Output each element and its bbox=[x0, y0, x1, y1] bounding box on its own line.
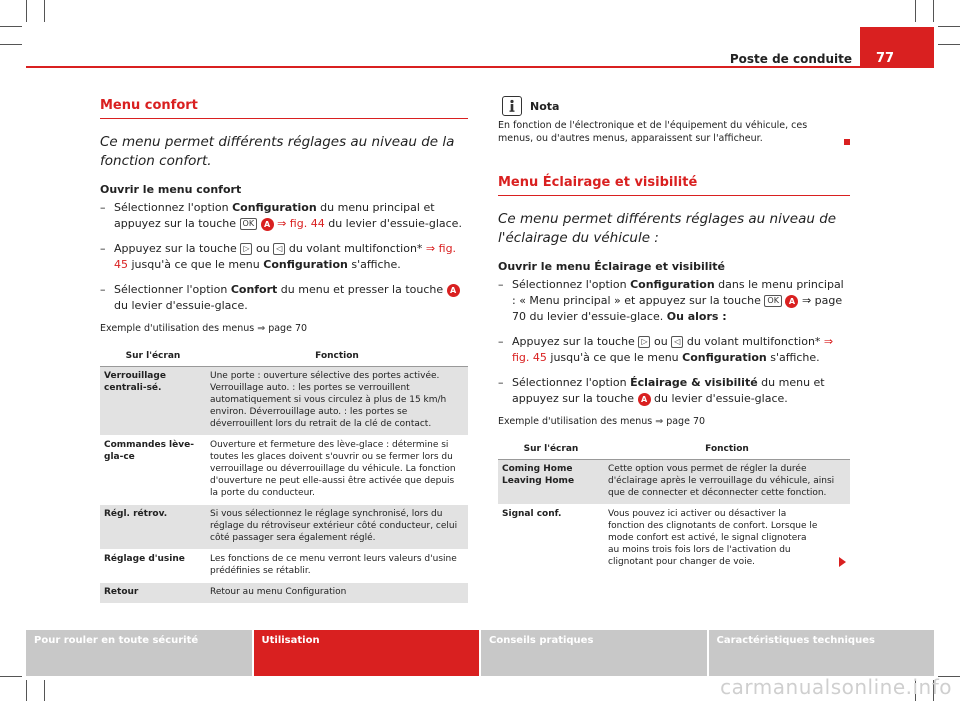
crop-mark bbox=[0, 676, 22, 677]
page-number: 77 bbox=[876, 51, 895, 66]
menu-table-eclairage bbox=[498, 439, 850, 574]
section-lead: Ce menu permet différents réglages au niveau de l'éclairage du véhicule : bbox=[498, 211, 837, 246]
header-rule bbox=[26, 66, 934, 68]
button-a-icon: A bbox=[638, 393, 651, 406]
step-bold: Configuration bbox=[263, 258, 348, 271]
step-text: du menu principal et appuyez sur la touche bbox=[114, 201, 435, 230]
subheading: Ouvrir le menu confort bbox=[100, 183, 242, 196]
table-desc: Retour au menu Configuration bbox=[206, 583, 468, 604]
step-text: du volant multifonction* bbox=[683, 335, 824, 348]
nota-text bbox=[498, 119, 850, 145]
crop-mark bbox=[938, 26, 960, 27]
end-square-icon bbox=[844, 139, 850, 145]
step-text: Sélectionnez l'option bbox=[114, 201, 233, 214]
subheading: Ouvrir le menu Éclairage et visibilité bbox=[498, 260, 725, 273]
left-arrow-key-icon: ◁ bbox=[671, 336, 683, 348]
section-title-eclairage: Menu Éclairage et visibilité bbox=[498, 175, 850, 196]
step-text: ou bbox=[650, 335, 672, 348]
column-header: Sur l'écran bbox=[100, 346, 206, 367]
step-text: jusqu'à ce que le menu bbox=[546, 351, 683, 364]
figure-link[interactable]: ⇒ fig. 45 bbox=[512, 335, 834, 364]
table-row bbox=[100, 550, 468, 583]
step-text: Sélectionner l'option bbox=[114, 283, 231, 296]
left-arrow-key-icon: ◁ bbox=[273, 243, 285, 255]
step-text: Appuyez sur la touche bbox=[114, 242, 241, 255]
table-row bbox=[100, 436, 468, 505]
table-row bbox=[498, 505, 850, 574]
column-header: Fonction bbox=[206, 346, 468, 367]
tab-securite[interactable]: Pour rouler en toute sécurité bbox=[26, 630, 252, 676]
dash-bullet: – bbox=[100, 242, 106, 255]
example-reference: Exemple d'utilisation des menus ⇒ page 70 bbox=[100, 323, 308, 334]
table-term: Commandes lève-gla-ce bbox=[100, 436, 206, 505]
step-text: dans le menu principal : « Menu principal » et appuyez sur la touche bbox=[512, 278, 844, 307]
nota-label: Nota bbox=[530, 99, 560, 113]
step-bold: Configuration bbox=[232, 201, 317, 214]
right-column bbox=[498, 96, 850, 574]
ok-key-icon: OK bbox=[764, 295, 782, 307]
crop-mark bbox=[933, 0, 934, 22]
table-desc: Cette option vous permet de régler la durée d'éclairage après le verrouillage du véhicule, ainsi que de connecter et déconnecter cette fonction. bbox=[604, 460, 850, 505]
nota-header bbox=[498, 96, 850, 116]
step-text: du menu et presser la touche bbox=[277, 283, 447, 296]
step-text: ou bbox=[252, 242, 274, 255]
crop-mark bbox=[938, 44, 960, 45]
table-term: Réglage d'usine bbox=[100, 550, 206, 583]
figure-link[interactable]: ⇒ fig. 44 bbox=[277, 217, 325, 230]
table-row bbox=[100, 583, 468, 604]
step-item bbox=[498, 277, 850, 325]
dash-bullet: – bbox=[100, 283, 106, 296]
step-text: du menu et appuyez sur la touche bbox=[512, 376, 825, 405]
left-column bbox=[100, 98, 468, 604]
right-arrow-key-icon: ▷ bbox=[638, 336, 650, 348]
ok-key-icon: OK bbox=[240, 218, 258, 230]
step-bold: Confort bbox=[230, 283, 278, 296]
step-bold: Éclairage & visibilité bbox=[630, 376, 758, 389]
step-text: du levier d'essuie-glace. bbox=[526, 310, 667, 323]
step-bold: Configuration bbox=[630, 278, 715, 291]
button-a-icon: A bbox=[447, 284, 460, 297]
step-text: Sélectionnez l'option bbox=[512, 278, 631, 291]
table-row bbox=[498, 460, 850, 505]
step-text: jusqu'à ce que le menu bbox=[128, 258, 264, 271]
column-header: Sur l'écran bbox=[498, 439, 604, 460]
tab-conseils[interactable]: Conseils pratiques bbox=[481, 630, 707, 676]
step-text: Appuyez sur la touche bbox=[512, 335, 639, 348]
button-a-icon: A bbox=[261, 218, 274, 231]
table-term: Retour bbox=[100, 583, 206, 604]
table-term: Régl. rétrov. bbox=[100, 505, 206, 550]
dash-bullet: – bbox=[498, 376, 504, 389]
step-text: du volant multifonction* bbox=[285, 242, 426, 255]
table-desc: Si vous sélectionnez le réglage synchronisé, lors du réglage du rétroviseur extérieur côté conducteur, celui côté passager sera également réglé. bbox=[206, 505, 468, 550]
footer-tabs bbox=[26, 630, 934, 676]
table-term: Signal conf. bbox=[498, 505, 604, 574]
right-arrow-key-icon: ▷ bbox=[240, 243, 252, 255]
step-item bbox=[498, 334, 850, 366]
crop-mark bbox=[915, 0, 916, 22]
crop-mark bbox=[26, 680, 27, 701]
column-header: Fonction bbox=[604, 439, 850, 460]
step-item bbox=[498, 375, 850, 407]
step-text: du levier d'essuie-glace. bbox=[114, 299, 248, 312]
table-term: Verrouillage centrali-sé. bbox=[100, 367, 206, 436]
table-row bbox=[100, 367, 468, 436]
example-reference: Exemple d'utilisation des menus ⇒ page 70 bbox=[498, 416, 706, 427]
table-desc-text: Vous pouvez ici activer ou désactiver la fonction des clignotants de confort. Lorsque le mode confort est activé, le signal clignotera au moins trois fois lors de l'activation du clignotant pour changer de voie. bbox=[608, 509, 818, 567]
page-link[interactable]: ⇒ page 70 bbox=[512, 294, 843, 323]
step-bold: Ou alors : bbox=[666, 310, 727, 323]
crop-mark bbox=[44, 680, 45, 701]
step-bold: Configuration bbox=[682, 351, 767, 364]
table-desc: Les fonctions de ce menu verront leurs valeurs d'usine prédéfinies se rétablir. bbox=[206, 550, 468, 583]
tab-caracteristiques[interactable]: Caractéristiques techniques bbox=[709, 630, 935, 676]
step-text: s'affiche. bbox=[766, 351, 820, 364]
page-number-box bbox=[860, 27, 934, 67]
dash-bullet: – bbox=[498, 335, 504, 348]
step-text: du levier d'essuie-glace. bbox=[654, 392, 788, 405]
dash-bullet: – bbox=[100, 201, 106, 214]
table-term: Coming Home Leaving Home bbox=[498, 460, 604, 505]
watermark-logo: carmanualsonline.info bbox=[720, 675, 952, 699]
table-desc: Ouverture et fermeture des lève-glace : détermine si toutes les glaces doivent s'ouvrir ou se fermer lors du verrouillage ou déverrouillage du véhicule. La fonction d'ouverture ne peut elle-aussi être activée que depuis la porte du conducteur. bbox=[206, 436, 468, 505]
running-header-title: Poste de conduite bbox=[729, 52, 852, 66]
table-desc: Une porte : ouverture sélective des portes activée. Verrouillage auto. : les portes se verrouillent automatiquement si vous circulez à plus de 15 km/h environ. Déverrouillage auto. : les portes se déverrouillent lors du retrait de la clé de contact. bbox=[206, 367, 468, 436]
step-text: du levier d'essuie-glace. bbox=[324, 217, 462, 230]
section-title-confort: Menu confort bbox=[100, 98, 468, 119]
table-row bbox=[100, 505, 468, 550]
step-item bbox=[100, 241, 468, 273]
step-item bbox=[100, 282, 468, 314]
crop-mark bbox=[0, 44, 22, 45]
table-desc bbox=[604, 505, 850, 574]
menu-table-confort bbox=[100, 346, 468, 604]
section-lead: Ce menu permet différents réglages au niveau de la fonction confort. bbox=[100, 134, 455, 169]
nota-body: En fonction de l'électronique et de l'équipement du véhicule, ces menus, ou d'autres menus, apparaissent sur l'afficheur. bbox=[498, 120, 808, 144]
button-a-icon: A bbox=[785, 295, 798, 308]
dash-bullet: – bbox=[498, 278, 504, 291]
crop-mark bbox=[44, 0, 45, 22]
step-text: s'affiche. bbox=[347, 258, 401, 271]
step-item bbox=[100, 200, 468, 232]
step-text: Sélectionnez l'option bbox=[512, 376, 631, 389]
info-icon bbox=[502, 96, 522, 116]
crop-mark bbox=[0, 26, 22, 27]
crop-mark bbox=[26, 0, 27, 22]
continue-arrow-icon bbox=[839, 557, 846, 567]
tab-utilisation[interactable]: Utilisation bbox=[254, 630, 480, 676]
figure-link[interactable]: ⇒ fig. 45 bbox=[114, 242, 457, 271]
